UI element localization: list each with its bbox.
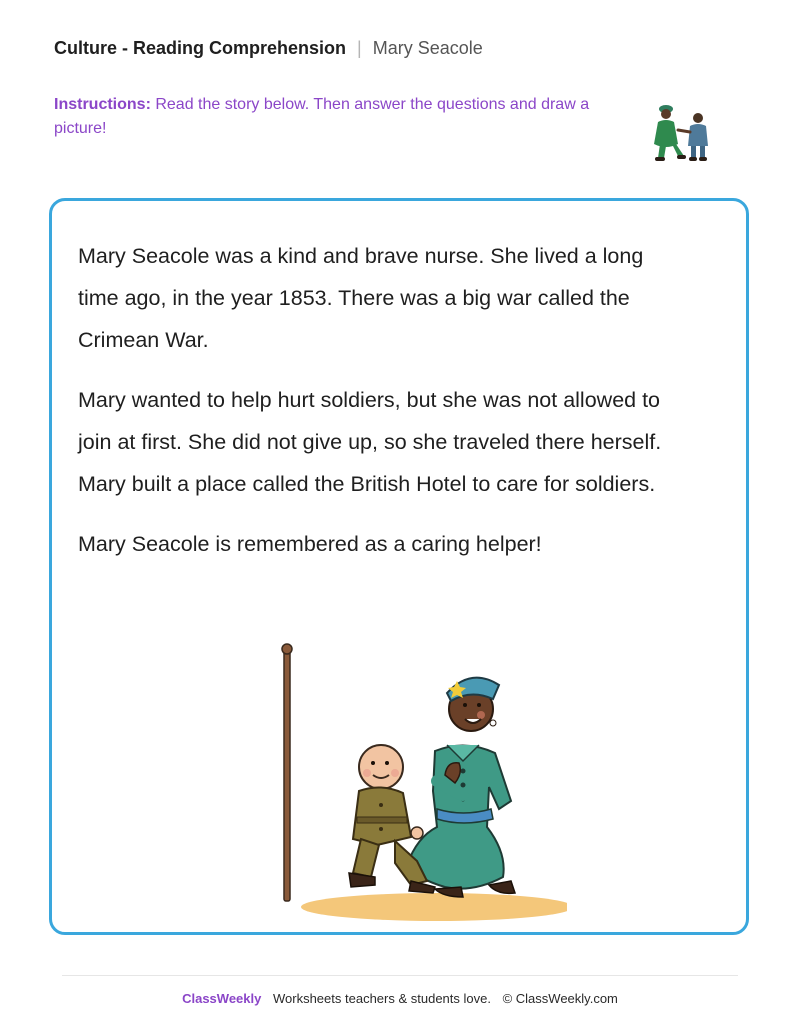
worksheet-subtitle: Mary Seacole (372, 38, 483, 58)
page-header (54, 36, 483, 60)
footer-tagline: Worksheets teachers & students love. (272, 991, 491, 1006)
footer-divider (62, 975, 738, 976)
story-paragraph-1: Mary Seacole was a kind and brave nurse. She lived a long time ago, in the year 1853. There was a big war called the Crimean War. (78, 244, 644, 352)
instructions-text: Read the story below. Then answer the questions and draw a picture! (54, 96, 590, 137)
nurse-helping-soldier-illustration (267, 641, 567, 925)
story-paragraph-3: Mary Seacole is remembered as a caring helper! (78, 532, 542, 556)
story-box (49, 198, 749, 935)
worksheet-title: Culture - Reading Comprehension (54, 38, 347, 58)
instructions (54, 93, 614, 141)
story-text (78, 235, 688, 583)
instructions-label: Instructions: (54, 96, 151, 113)
nurse-and-soldier-icon (648, 100, 712, 168)
footer-brand: ClassWeekly (182, 991, 262, 1006)
title-separator: | (357, 38, 362, 58)
footer-copyright: © ClassWeekly.com (502, 991, 618, 1006)
page-footer (0, 990, 800, 1008)
story-paragraph-2: Mary wanted to help hurt soldiers, but she was not allowed to join at first. She did not give up, so she traveled there herself. Mary built a place called the British Hotel to care for soldiers. (78, 388, 662, 496)
